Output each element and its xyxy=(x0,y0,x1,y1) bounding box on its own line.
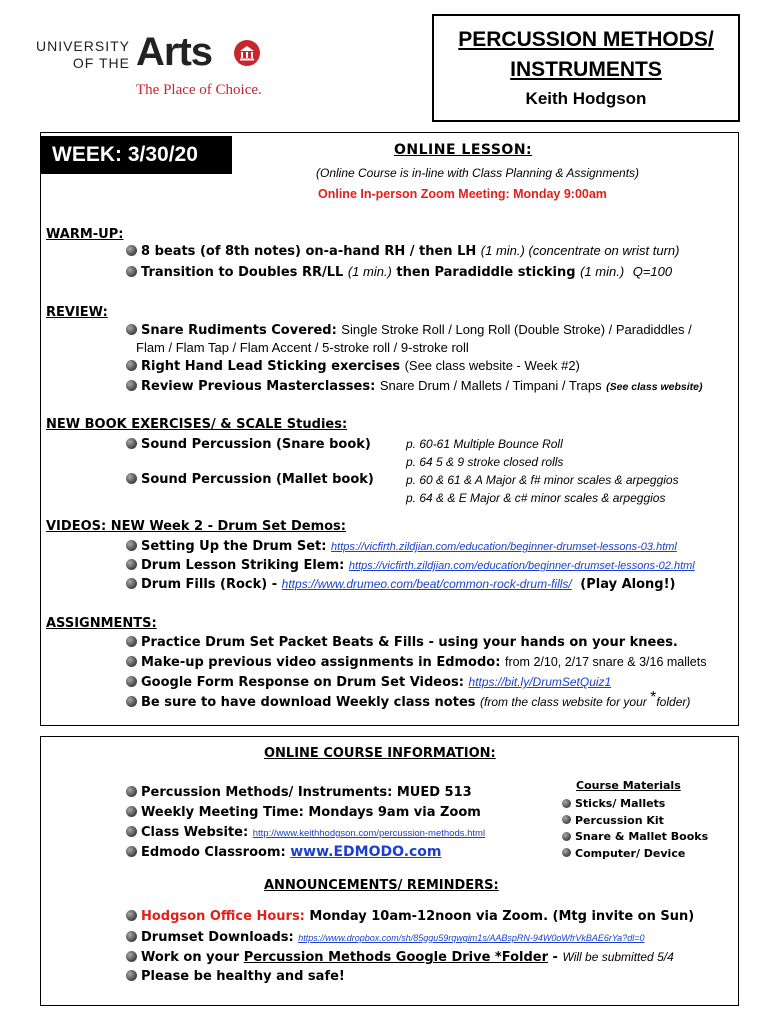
dropbox-link[interactable]: https://www.dropbox.com/sh/85ggu59rqwgim1s/AABspRN-94W0oWfrVkBAE6rYa?dl=0 xyxy=(298,933,645,943)
logo-line1: UNIVERSITY xyxy=(35,38,130,54)
book-item-1: Sound Percussion (Snare book) xyxy=(126,437,371,452)
title-line1: PERCUSSION METHODS/ xyxy=(458,28,714,51)
course-item-3: Class Website: http://www.keithhodgson.com/percussion-methods.html xyxy=(126,825,485,840)
book-item-2-page-1: p. 60 & 61 & A Major & f# minor scales & arpeggios xyxy=(406,473,679,487)
assignment-item-3: Google Form Response on Drum Set Videos: https://bit.ly/DrumSetQuiz1 xyxy=(126,675,611,690)
announcement-item-2: Drumset Downloads: https://www.dropbox.com/sh/85ggu59rqwgim1s/AABspRN-94W0oWfrVkBAE6rYa?dl=0 xyxy=(126,930,644,945)
bullet-icon xyxy=(126,931,137,942)
bullet-icon xyxy=(126,656,137,667)
lesson-subtitle: (Online Course is in-line with Class Planning & Assignments) xyxy=(316,166,640,180)
quiz-link[interactable]: https://bit.ly/DrumSetQuiz1 xyxy=(468,675,612,689)
bullet-icon xyxy=(126,910,137,921)
bullet-icon xyxy=(126,970,137,981)
bullet-icon xyxy=(126,826,137,837)
materials-list xyxy=(562,796,708,862)
bullet-icon xyxy=(562,832,571,841)
class-website-link[interactable]: http://www.keithhodgson.com/percussion-methods.html xyxy=(252,828,486,839)
course-item-4: Edmodo Classroom: www.EDMODO.com xyxy=(126,844,442,860)
bullet-icon xyxy=(562,815,571,824)
book-item-1-page-2: p. 64 5 & 9 stroke closed rolls xyxy=(406,455,564,469)
assignment-item-1: Practice Drum Set Packet Beats & Fills - using your hands on your knees. xyxy=(126,635,678,650)
review-item-1: Snare Rudiments Covered: Single Stroke Roll / Long Roll (Double Stroke) / Paradiddles / xyxy=(126,322,692,338)
lesson-heading: ONLINE LESSON: xyxy=(394,142,533,158)
zoom-meeting: Online In-person Zoom Meeting: Monday 9:00am xyxy=(318,187,607,201)
bullet-icon xyxy=(562,799,571,808)
book-item-2-page-2: p. 64 & & E Major & c# minor scales & arpeggios xyxy=(406,491,666,505)
warmup-heading: WARM-UP: xyxy=(46,227,124,242)
video-item-2: Drum Lesson Striking Elem: https://vicfirth.zildjian.com/education/beginner-drumset-lessons-02.html xyxy=(126,558,695,573)
materials-heading: Course Materials xyxy=(576,779,681,792)
video-link-3[interactable]: https://www.drumeo.com/beat/common-rock-drum-fills/ xyxy=(281,577,572,591)
review-item-2: Right Hand Lead Sticking exercises (See class website - Week #2) xyxy=(126,358,580,374)
material-item: Computer/ Device xyxy=(562,846,708,863)
material-item: Percussion Kit xyxy=(562,813,708,830)
video-link-1[interactable]: https://vicfirth.zildjian.com/education/beginner-drumset-lessons-03.html xyxy=(331,541,677,553)
review-heading: REVIEW: xyxy=(46,305,108,320)
edmodo-link[interactable]: www.EDMODO.com xyxy=(290,844,442,860)
bullet-icon xyxy=(126,846,137,857)
assignment-item-4: Be sure to have download Weekly class notes (from the class website for your *folder) xyxy=(126,695,690,710)
title-box xyxy=(432,14,740,122)
announcement-item-1: Hodgson Office Hours: Monday 10am-12noon via Zoom. (Mtg invite on Sun) xyxy=(126,909,694,924)
bullet-icon xyxy=(126,559,137,570)
course-info-panel xyxy=(40,736,739,1006)
videos-heading: VIDEOS: NEW Week 2 - Drum Set Demos: xyxy=(46,519,346,534)
week-label: WEEK: 3/30/20 xyxy=(40,136,232,174)
review-item-3: Review Previous Masterclasses: Snare Drum / Mallets / Timpani / Traps (See class website) xyxy=(126,378,702,394)
bullet-icon xyxy=(126,438,137,449)
bullet-icon xyxy=(126,636,137,647)
announcement-item-3: Work on your Percussion Methods Google Drive *Folder - Will be submitted 5/4 xyxy=(126,950,674,965)
bullet-icon xyxy=(126,578,137,589)
announcement-item-4: Please be healthy and safe! xyxy=(126,969,345,984)
bullet-icon xyxy=(126,696,137,707)
bullet-icon xyxy=(126,245,137,256)
logo-tagline: The Place of Choice. xyxy=(136,82,262,98)
book-item-2: Sound Percussion (Mallet book) xyxy=(126,472,374,487)
material-item: Sticks/ Mallets xyxy=(562,796,708,813)
bullet-icon xyxy=(126,473,137,484)
warmup-item-1: 8 beats (of 8th notes) on-a-hand RH / then LH (1 min.) (concentrate on wrist turn) xyxy=(126,243,679,259)
announcements-heading: ANNOUNCEMENTS/ REMINDERS: xyxy=(264,878,499,893)
bullet-icon xyxy=(126,676,137,687)
course-item-1: Percussion Methods/ Instruments: MUED 513 xyxy=(126,785,472,800)
bullet-icon xyxy=(562,848,571,857)
book-item-1-page-1: p. 60-61 Multiple Bounce Roll xyxy=(406,437,563,451)
assignment-item-2: Make-up previous video assignments in Edmodo: from 2/10, 2/17 snare & 3/16 mallets xyxy=(126,655,706,670)
logo-line2: OF THE xyxy=(72,55,130,71)
assignments-heading: ASSIGNMENTS: xyxy=(46,616,157,631)
bullet-icon xyxy=(126,360,137,371)
video-item-3: Drum Fills (Rock) - https://www.drumeo.com/beat/common-rock-drum-fills/ (Play Along!) xyxy=(126,577,675,592)
bullet-icon xyxy=(126,786,137,797)
warmup-item-2: Transition to Doubles RR/LL (1 min.) then Paradiddle sticking (1 min.) Q=100 xyxy=(126,264,672,280)
bullet-icon xyxy=(126,266,137,277)
material-item: Snare & Mallet Books xyxy=(562,829,708,846)
course-heading: ONLINE COURSE INFORMATION: xyxy=(264,746,496,761)
logo-word: Arts xyxy=(136,30,213,74)
video-link-2[interactable]: https://vicfirth.zildjian.com/education/beginner-drumset-lessons-02.html xyxy=(348,560,695,572)
bullet-icon xyxy=(126,540,137,551)
course-item-2: Weekly Meeting Time: Mondays 9am via Zoom xyxy=(126,805,481,820)
review-item-1-cont: Flam / Flam Tap / Flam Accent / 5-stroke roll / 9-stroke roll xyxy=(136,340,469,355)
book-heading: NEW BOOK EXERCISES/ & SCALE Studies: xyxy=(46,417,348,432)
logo-seal-icon xyxy=(234,40,260,66)
bullet-icon xyxy=(126,324,137,335)
bullet-icon xyxy=(126,806,137,817)
video-item-1: Setting Up the Drum Set: https://vicfirth.zildjian.com/education/beginner-drumset-lessons-03.html xyxy=(126,539,677,554)
university-logo xyxy=(34,30,274,104)
bullet-icon xyxy=(126,380,137,391)
author-name: Keith Hodgson xyxy=(525,89,647,108)
bullet-icon xyxy=(126,951,137,962)
title-line2: INSTRUMENTS xyxy=(510,58,662,81)
